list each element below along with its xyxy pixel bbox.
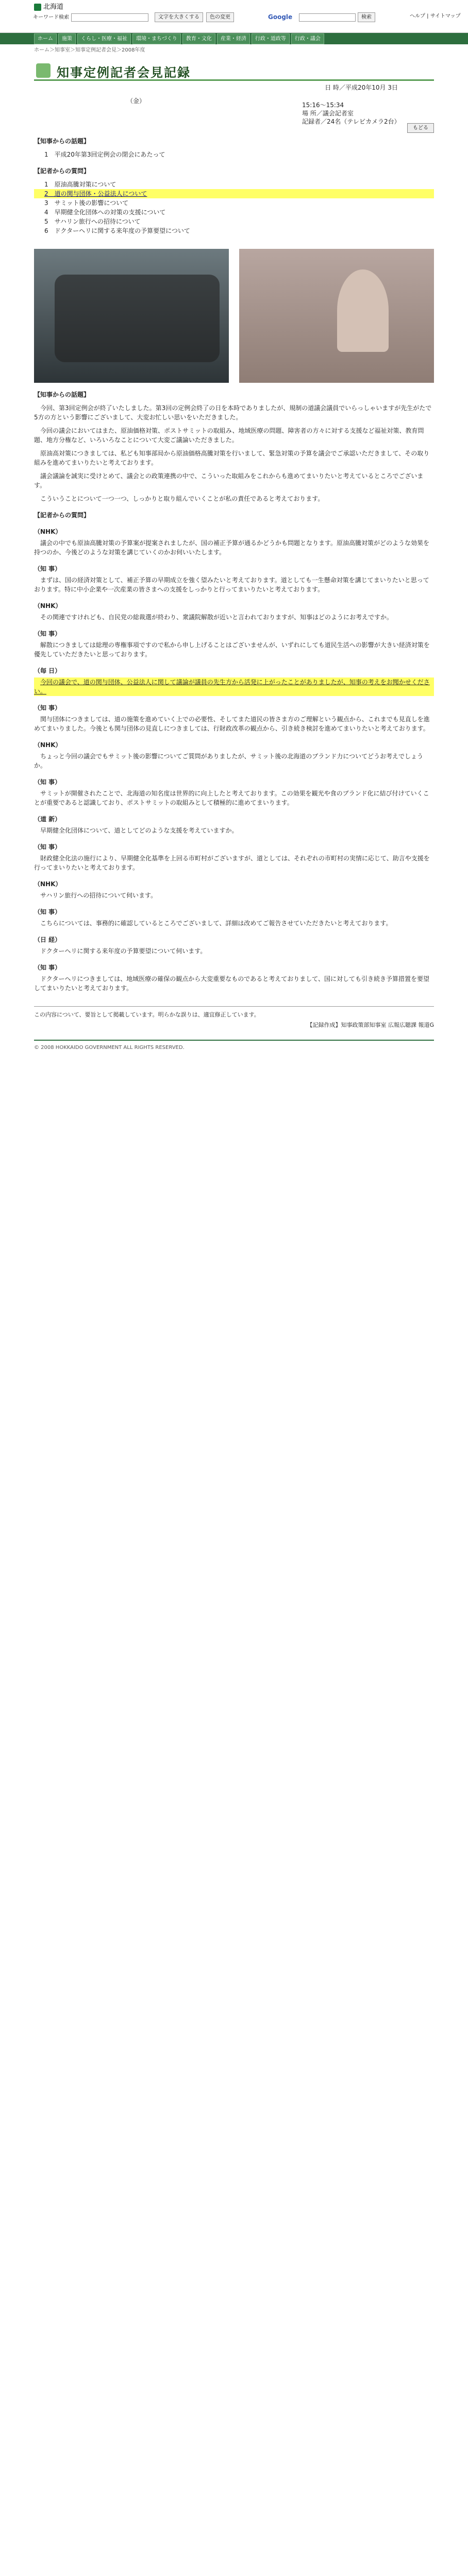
paragraph: 今回、第3回定例会が終了いたしました。第3回の定例会終了の日を本時でありましたが、規制の道議会議員でいらっしゃいますが先生がたで5方の方という影響にございまして、大変お忙しい思いをいただきました。 [34, 404, 432, 421]
qa-text: まずは、国の経済対策として、補正予算の早期成立を強く望みたいと考えております。道としても一生懸命対策を講じてまいりたいと思っております。特に中小企業や一次産業の皆さまへの支援をしっかりと行ってまいりたいと考えております。 [34, 577, 429, 593]
keyword-search [33, 13, 148, 22]
section-heading: 【記者からの質問】 [34, 167, 90, 175]
hokkaido-logo-icon [34, 4, 41, 11]
paragraph: 今回の議会においてはまた、原油価格対策、ポストサミットの取組み、地域医療の問題、障害者の方々に対する支援など福祉対策、教育問題、地方分権など、いろいろなことについて大変ご議論いただきました。 [34, 427, 424, 444]
question-link[interactable]: 6 ドクターヘリに関する来年度の予算要望について [44, 227, 190, 234]
nav-item[interactable]: くらし・医療・福祉 [77, 33, 131, 44]
nav-item[interactable]: 行政・道政等 [252, 33, 290, 44]
meeting-time: 15:16〜15:34 [302, 101, 344, 109]
speaker: （NHK） [34, 528, 62, 535]
speaker: （知 事） [34, 704, 61, 711]
keyword-label: キーワード検索 [33, 14, 69, 21]
qa-text: サミットが開催されたことで、北海道の知名度は世界的に向上したと考えております。この効果を観光や食のブランド化に結び付けていくことが重要であると認識しており、ポストサミットの取組みとして積極的に進めてまいります。 [34, 790, 429, 806]
governor-photo [239, 249, 434, 383]
section-heading: 【知事からの話題】 [34, 391, 90, 398]
text-size-button[interactable]: 文字を大きくする [155, 12, 203, 22]
accessibility-tools [155, 12, 234, 22]
speaker: （知 事） [34, 964, 61, 971]
speaker: （道 新） [34, 816, 61, 823]
page-root [0, 0, 468, 1067]
question-link[interactable]: 4 早期健全化団体への対策の支援について [44, 209, 166, 216]
paragraph: 議会議論を誠実に受けとめて、議会との政策連携の中で、こういった取組みをこれからも進めてまいりたいと考えているところでございます。 [34, 472, 424, 489]
press-icon [36, 63, 51, 78]
google-search [299, 12, 375, 22]
qa-text: こちらについては、事務的に確認しているところでございまして、詳細は改めてご報告させていただきたいと考えております。 [40, 920, 392, 927]
question-link[interactable]: 1 原油高騰対策について [44, 181, 116, 188]
meeting-date: 日 時／平成20年10月 3日 [325, 84, 398, 91]
question-link[interactable]: 3 サミット後の影響について [44, 199, 129, 207]
speaker: （知 事） [34, 630, 61, 637]
back-button[interactable]: もどる [407, 123, 434, 133]
section-heading: 【記者からの質問】 [34, 512, 90, 519]
site-logo[interactable] [34, 2, 63, 12]
nav-item[interactable]: 産業・経済 [217, 33, 250, 44]
nav-item[interactable]: ホーム [34, 33, 57, 44]
google-search-button[interactable]: 検索 [358, 12, 375, 22]
qa-text: ドクターヘリに関する来年度の予算要望について伺います。 [40, 947, 207, 955]
help-links[interactable]: ヘルプ | サイトマップ [410, 13, 461, 19]
speaker: （知 事） [34, 843, 61, 851]
meeting-recorder: 記録者／24名（テレビカメラ2台） [302, 118, 400, 125]
nav-item[interactable]: 環境・まちづくり [132, 33, 181, 44]
speaker: （毎 日） [34, 667, 61, 674]
photo-row [34, 249, 434, 383]
paragraph: 原油高対策につきましては、私ども知事部局から原油価格高騰対策を行いまして、緊急対策の予算を議会でご承認いただきまして、その取り組みを進めてまいりたいと考えております。 [34, 450, 430, 466]
qa-block [0, 527, 468, 993]
meeting-weekday: （金） [127, 97, 146, 105]
topic-list [34, 150, 434, 159]
title-bar [34, 59, 434, 81]
speaker: （日 経） [34, 936, 61, 943]
speaker: （知 事） [34, 565, 61, 572]
question-link[interactable]: 2 道の関与団体・公益法人について [34, 189, 434, 198]
copyright: © 2008 HOKKAIDO GOVERNMENT ALL RIGHTS RESERVED. [34, 1040, 434, 1067]
keyword-input[interactable] [71, 13, 148, 22]
footer-contact: 【記録作成】知事政策部知事室 広報広聴課 報道G [307, 1021, 434, 1028]
qa-text: 解散につきましては総理の専権事項ですので私から申し上げることはございませんが、いずれにしても道民生活への影響が大きい経済対策を優先していただきたいと思っております。 [34, 641, 430, 658]
qa-text: 関与団体につきましては、道の施策を進めていく上での必要性、そしてまた道民の皆さま方のご理解という観点から、これまでも見直しを進めてまいりました。今後とも関与団体の見直しにつきましては、行財政改革の観点から、引き続き検討を進めてまいりたいと考えております。 [34, 716, 430, 732]
color-button[interactable]: 色の変更 [206, 12, 234, 22]
press-room-photo [34, 249, 229, 383]
qa-text: ドクターヘリにつきましては、地域医療の確保の観点から大変重要なものであると考えておりまして、国に対しても引き続き予算措置を要望してまいりたいと考えております。 [34, 975, 430, 992]
logo-text: 北海道 [43, 3, 64, 11]
section-heading: 【知事からの話題】 [34, 138, 90, 145]
speaker: （知 事） [34, 778, 61, 786]
qa-text: その関連ですけれども、自民党の総裁選が終わり、衆議院解散が近いと言われておりますが、知事はどのようにお考えですか。 [40, 614, 393, 621]
nav-item[interactable]: 施策 [58, 33, 76, 44]
footer-note: この内容について、要旨として掲載しています。明らかな誤りは、適宜修正しています。 [34, 1011, 260, 1018]
meeting-place: 場 所／議会記者室 [302, 110, 354, 117]
qa-text: 早期健全化団体について、道としてどのような支援を考えていますか。 [40, 827, 238, 834]
google-logo: Google [268, 13, 293, 21]
google-search-input[interactable] [299, 13, 356, 22]
qa-text: ちょっと今回の議会でもサミット後の影響についてご質問がありましたが、サミット後の北海道のブランド力についてどうお考えでしょうか。 [34, 753, 424, 769]
qa-text: 議会の中でも原油高騰対策の予算案が提案されましたが、国の補正予算が通るかどうかも問題となります。原油高騰対策がどのような効果を持つのか、今後どのような対策を講じていくのかお伺いいたします。 [34, 539, 430, 556]
qa-text: 財政健全化法の施行により、早期健全化基準を上回る市町村がございますが、道としては、それぞれの市町村の実情に応じて、助言や支援を行ってまいりたいと考えております。 [34, 855, 430, 871]
speaker: （NHK） [34, 880, 62, 888]
nav-item[interactable]: 教育・文化 [182, 33, 215, 44]
topic-item[interactable]: 1 平成20年第3回定例会の閉会にあたって [44, 151, 165, 158]
question-link[interactable]: 5 サハリン旅行への招待について [44, 218, 141, 225]
speaker: （知 事） [34, 908, 61, 916]
paragraph: こういうことについて一つ一つ、しっかりと取り組んでいくことが私の責任であると考えております。 [40, 495, 324, 502]
nav-item[interactable]: 行政・議会 [291, 33, 324, 44]
page-title: 知事定例記者会見記録 [57, 65, 191, 80]
meeting-info [34, 83, 434, 129]
qa-text: 今回の議会で、道の関与団体、公益法人に関して議論が議員の先生方から活発に上がったことがありましたが、知事の考えをお聞かせください。 [34, 677, 434, 696]
site-header [0, 0, 468, 33]
breadcrumb[interactable]: ホーム＞知事室＞知事定例記者会見＞2008年度 [34, 47, 145, 53]
main-nav [0, 33, 468, 44]
page-footer-note [34, 1006, 434, 1030]
question-list [34, 180, 434, 235]
speaker: （NHK） [34, 602, 62, 609]
qa-text: サハリン旅行への招待について伺います。 [40, 892, 157, 899]
speaker: （NHK） [34, 741, 62, 749]
